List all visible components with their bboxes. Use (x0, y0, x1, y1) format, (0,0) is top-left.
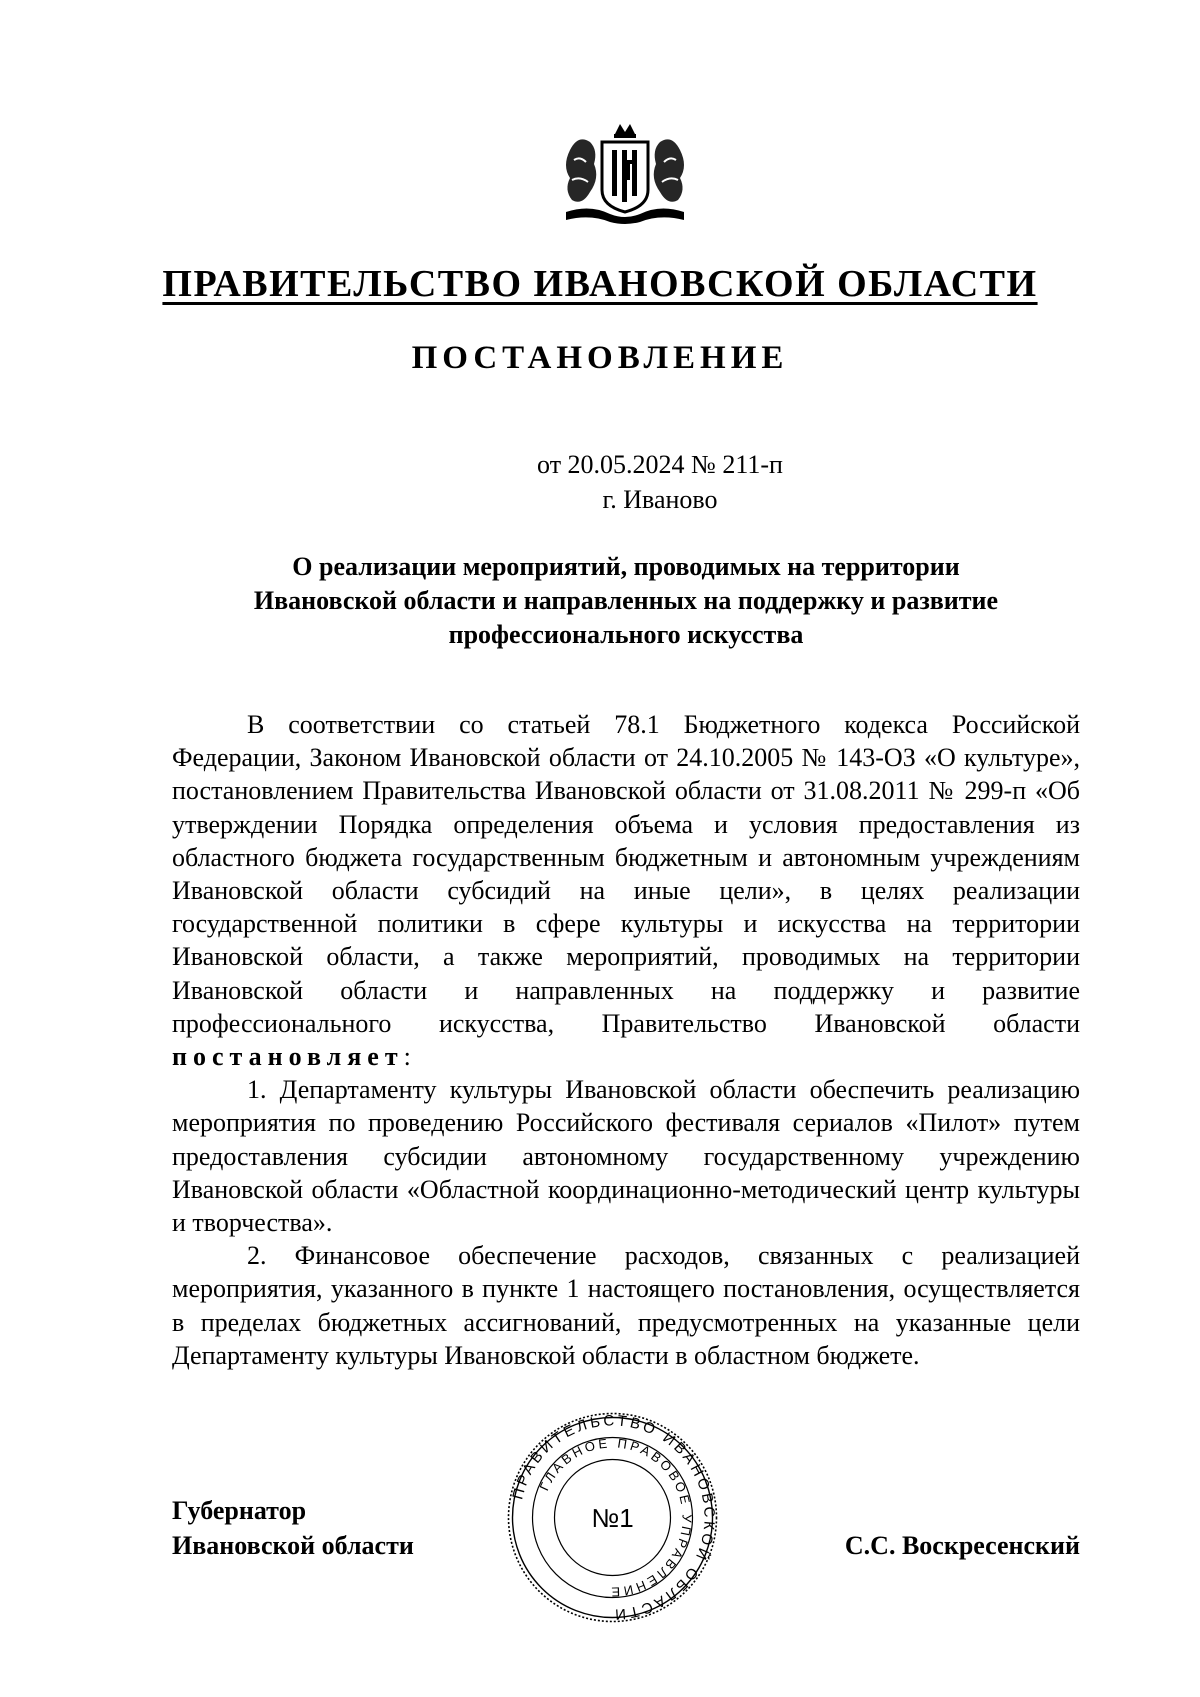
document-date-number: от 20.05.2024 № 211-п (537, 450, 783, 479)
document-city: г. Иваново (602, 485, 718, 514)
document-type: ПОСТАНОВЛЕНИЕ (411, 340, 789, 376)
decree-word: постановляет (172, 1042, 404, 1072)
seal-outer-text: ПРАВИТЕЛЬСТВО ИВАНОВСКОЙ ОБЛАСТИ (509, 1412, 718, 1623)
official-seal-icon (505, 1410, 720, 1625)
government-title: ПРАВИТЕЛЬСТВО ИВАНОВСКОЙ ОБЛАСТИ (162, 263, 1038, 305)
position-line: Губернатор (172, 1496, 307, 1525)
item-1-paragraph: 1. Департаменту культуры Ивановской области обеспечить реализацию мероприятия по проведению Российского фестиваля сериалов «Пилот» путем предоставления субсидии автономному государственному учреждению Ивановской области «Областной координационно-методический центр культуры и творчества». (172, 1075, 1080, 1238)
subject-line: профессионального искусства (448, 620, 804, 649)
decree-colon: : (403, 1042, 411, 1072)
signatory-name: С.С. Воскресенский (844, 1531, 1080, 1560)
seal-inner-text: ГЛАВНОЕ ПРАВОВОЕ УПРАВЛЕНИЕ (536, 1435, 695, 1600)
subject-line: О реализации мероприятий, проводимых на территории (292, 552, 960, 581)
signatory-position (172, 1493, 414, 1563)
preamble-paragraph (172, 708, 1080, 1073)
subject-line: Ивановской области и направленных на поддержку и развитие (253, 586, 999, 615)
item-2-paragraph: 2. Финансовое обеспечение расходов, связанных с реализацией мероприятия, указанного в пункте 1 настоящего постановления, осуществляется в пределах бюджетных ассигнований, предусмотренных на указанные цели Департаменту культуры Ивановской области в областном бюджете. (172, 1241, 1080, 1370)
coat-of-arms-icon (560, 120, 690, 230)
position-line: Ивановской области (172, 1531, 414, 1560)
document-subject (172, 550, 1080, 652)
preamble-text: В соответствии со статьей 78.1 Бюджетного кодекса Российской Федерации, Законом Ивановской области от 24.10.2005 № 143-ОЗ «О культуре», постановлением Правительства Ивановской области от 31.08.2011 № 299-п «Об утверждении Порядка определения объема и условия предоставления из областного бюджета государственным бюджетным и автономным учреждениям Ивановской области субсидий на иные цели», в целях реализации государственной политики в сфере культуры и искусства на территории Ивановской области, а также мероприятий, проводимых на территории Ивановской области и направленных на поддержку и развитие профессионального искусства, Правительство Ивановской области (172, 710, 1080, 1038)
seal-number: №1 (591, 1503, 634, 1533)
document-body (172, 708, 1080, 1372)
